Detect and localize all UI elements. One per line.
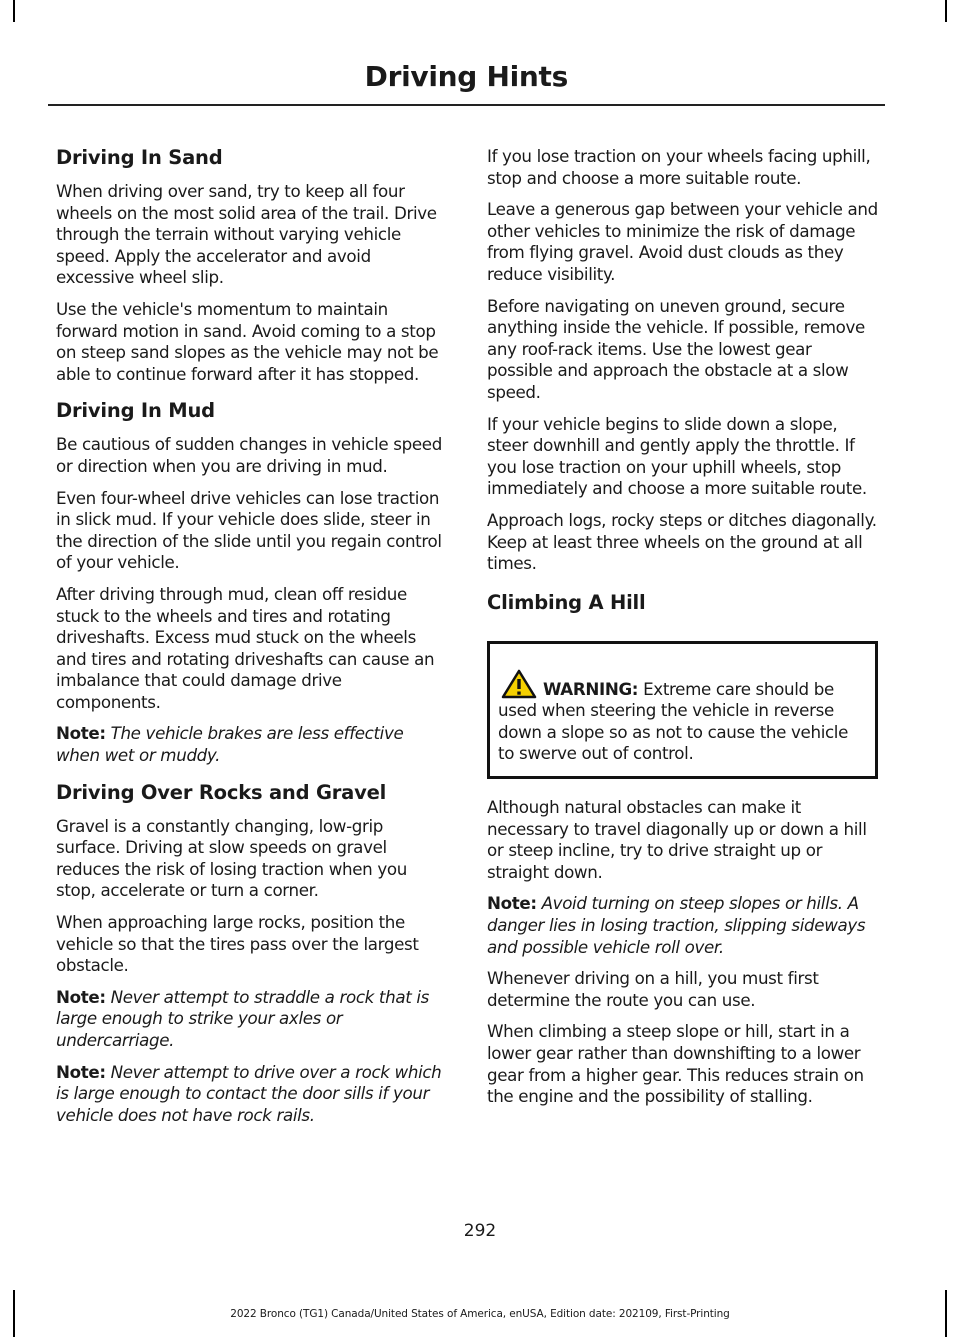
paragraph: Be cautious of sudden changes in vehicle speed or direction when you are driving in mud. xyxy=(56,434,442,476)
note xyxy=(56,723,448,766)
note-label: Note: xyxy=(56,723,106,744)
paragraph: If your vehicle begins to slide down a slope, steer downhill and gently apply the throttle. If you lose traction on your uphill wheels, stop immediately and choose a more suitable route. xyxy=(487,413,867,499)
heading-climbing-a-hill: Climbing A Hill xyxy=(487,590,646,614)
footer-edition-info: 2022 Bronco (TG1) Canada/United States of America, enUSA, Edition date: 202109, First-Printing xyxy=(230,1308,730,1320)
page-number: 292 xyxy=(463,1221,497,1241)
paragraph: Use the vehicle's momentum to maintain forward motion in sand. Avoid coming to a stop on steep sand slopes as the vehicle may not be able to continue forward after it has stopped. xyxy=(56,298,439,384)
right-column xyxy=(487,146,879,1118)
page-title: Driving Hints xyxy=(364,60,568,93)
paragraph: Even four-wheel drive vehicles can lose traction in slick mud. If your vehicle does slide, steer in the direction of the slide until you regain control of your vehicle. xyxy=(56,487,442,573)
heading-driving-in-mud: Driving In Mud xyxy=(56,399,215,423)
note-label: Note: xyxy=(487,893,537,914)
paragraph: Leave a generous gap between your vehicle and other vehicles to minimize the risk of damage from flying gravel. Avoid dust clouds as they reduce visibility. xyxy=(487,199,878,284)
note xyxy=(487,893,879,958)
warning-triangle-icon xyxy=(501,669,537,699)
paragraph: When climbing a steep slope or hill, start in a lower gear rather than downshifting to a lower gear from a higher gear. This reduces strain on the engine and the possibility of stalling. xyxy=(487,1021,864,1107)
note xyxy=(56,987,448,1052)
paragraph: After driving through mud, clean off residue stuck to the wheels and tires and rotating driveshafts. Excess mud stuck on the wheels and tires and rotating driveshafts can cause an imbalance that could damage drive components. xyxy=(56,583,435,712)
paragraph: Gravel is a constantly changing, low-grip surface. Driving at slow speeds on gravel reduces the risk of losing traction when you stop, accelerate or turn a corner. xyxy=(56,815,407,901)
warning-text: Extreme care should be used when steering the vehicle in reverse down a slope so as not to cause the vehicle to swerve out of control. xyxy=(498,678,849,764)
note-text: Avoid turning on steep slopes or hills. A danger lies in losing traction, slipping sideways and possible vehicle roll over. xyxy=(487,893,866,957)
header-divider xyxy=(48,104,885,106)
note-text: Never attempt to straddle a rock that is large enough to strike your axles or undercarriage. xyxy=(56,986,429,1050)
paragraph: If you lose traction on your wheels facing uphill, stop and choose a more suitable route. xyxy=(487,146,871,188)
heading-driving-in-sand: Driving In Sand xyxy=(56,146,223,169)
paragraph: Whenever driving on a hill, you must first determine the route you can use. xyxy=(487,968,819,1010)
note xyxy=(56,1062,448,1127)
paragraph: Before navigating on uneven ground, secure anything inside the vehicle. If possible, remove any roof-rack items. Use the lowest gear possible and approach the obstacle at a slow speed. xyxy=(487,295,865,402)
note-text: The vehicle brakes are less effective when wet or muddy. xyxy=(56,723,404,766)
paragraph: When driving over sand, try to keep all four wheels on the most solid area of the trail. Drive through the terrain without varying vehicle speed. Apply the accelerator and avoid excessive wheel slip. xyxy=(56,181,437,288)
left-column xyxy=(56,146,448,1136)
paragraph: When approaching large rocks, position the vehicle so that the tires pass over the largest obstacle. xyxy=(56,912,419,976)
warning-box xyxy=(487,641,878,779)
note-text: Never attempt to drive over a rock which is large enough to contact the door sills if your vehicle does not have rock rails. xyxy=(56,1061,442,1125)
note-label: Note: xyxy=(56,1061,106,1082)
crop-mark-top-right xyxy=(945,0,947,22)
warning-paragraph xyxy=(498,669,867,765)
warning-label: WARNING: xyxy=(543,678,639,699)
paragraph: Approach logs, rocky steps or ditches diagonally. Keep at least three wheels on the ground at all times. xyxy=(487,509,877,574)
note-label: Note: xyxy=(56,986,106,1007)
heading-driving-over-rocks: Driving Over Rocks and Gravel xyxy=(56,780,387,804)
paragraph: Although natural obstacles can make it necessary to travel diagonally up or down a hill or steep incline, try to drive straight up or straight down. xyxy=(487,797,867,882)
crop-mark-top-left xyxy=(13,0,15,22)
